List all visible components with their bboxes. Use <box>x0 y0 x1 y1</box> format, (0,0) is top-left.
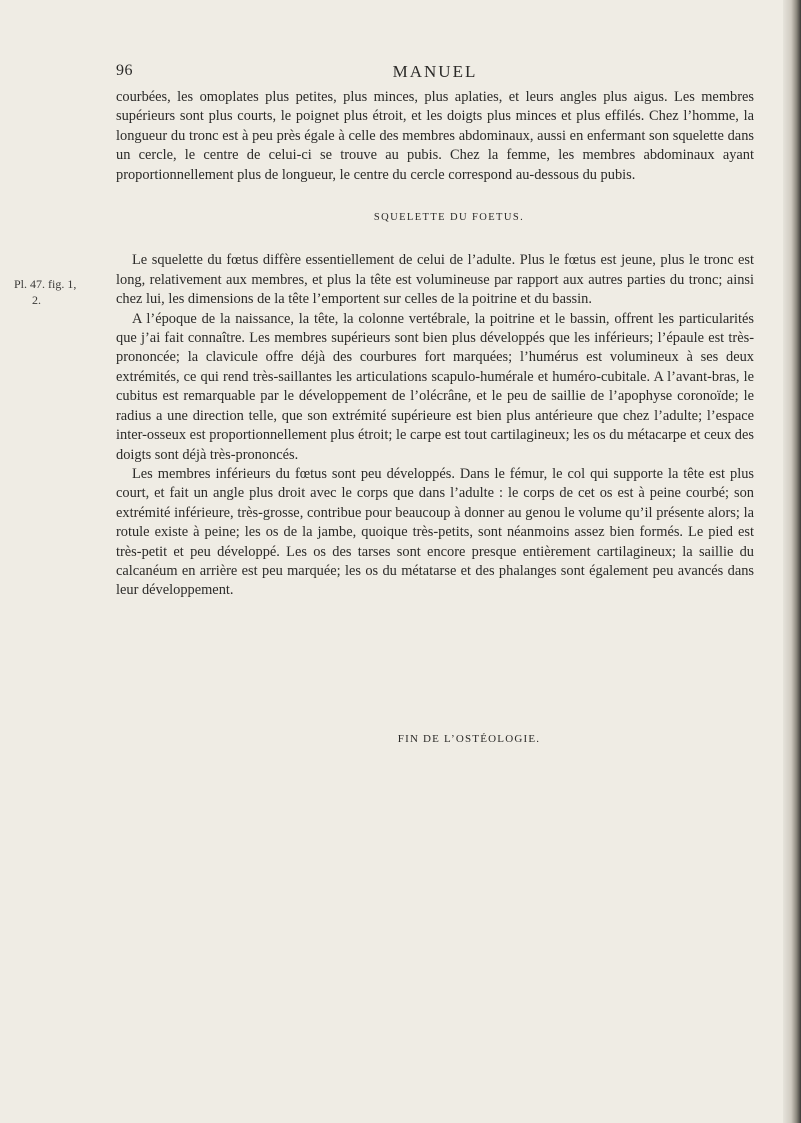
plate-reference-line: 2. <box>32 293 41 307</box>
plate-reference-line: Pl. 47. fig. 1, <box>14 277 77 291</box>
plate-reference-note <box>14 276 114 308</box>
page-number: 96 <box>116 62 133 79</box>
running-title: MANUEL <box>392 62 478 81</box>
body-text <box>116 88 754 601</box>
paragraph-birth: A l’époque de la naissance, la tête, la colonne vertébrale, la poitrine et le bassin, offrent les particularités que j’ai fait connaître. Les membres supérieurs sont bien plus développés que les inférieurs; l’épaule est très-prononcée; la clavicule offre déjà des courbures fort marquées; l’humérus est volumineux à ses deux extrémités, ce qui rend très-saillantes les articulations scapulo-humérale et huméro-cubitale. A l’avant-bras, le cubitus est remarquable par le développement de l’olécrâne, et le peu de saillie de l’apophyse coronoïde; le radius a une direction telle, que son extrémité supérieure est bien plus antérieure que chez l’adulte; l’espace inter-osseux est proportionnellement plus étroit; le carpe est tout cartilagineux; les os du métacarpe et ceux des doigts sont déjà très-prononcés. <box>116 310 754 463</box>
paragraph-lower-limbs: Les membres inférieurs du fœtus sont peu développés. Dans le fémur, le col qui supporte la tête est plus court, et fait un angle plus droit avec le corps que dans l’adulte : le corps de cet os est à peine courbé; son extrémité inférieure, très-grosse, contribue pour beaucoup à donner au genou le volume qu’il présente alors; la rotule existe à peine; les os de la jambe, quoique très-petits, sont néanmoins assez bien formés. Le pied est très-petit et peu développé. Les os des tarses sont encore presque entièrement cartilagineux; la saillie du calcanéum en arrière est peu marquée; les os du métatarse et des phalanges sont également peu avancés dans leur développement. <box>116 465 754 599</box>
section-heading: SQUELETTE DU FOETUS. <box>373 212 525 224</box>
end-of-section-note: FIN DE L’OSTÉOLOGIE. <box>397 733 541 745</box>
paragraph-continuation: courbées, les omoplates plus petites, plus minces, plus aplaties, et leurs angles plus aigus. Les membres supérieurs sont plus courts, le poignet plus étroit, et les doigts plus minces et plus effilés. Chez l’homme, la longueur du tronc est à peu près égale à celle des membres abdominaux, aussi en enfermant son squelette dans un cercle, le centre de celui-ci se trouve au pubis. Chez la femme, les membres abdominaux ayant proportionnellement plus de longueur, le centre du cercle correspond au-dessous du pubis. <box>116 89 754 183</box>
running-head <box>116 62 754 86</box>
paragraph-fetus-intro: Le squelette du fœtus diffère essentiellement de celui de l’adulte. Plus le fœtus est jeune, plus le tronc est long, relativement aux membres, et plus la tête est volumineuse par rapport aux autres parties du tronc; ainsi chez lui, les dimensions de la tête l’emportent sur celles de la poitrine et du bassin. <box>116 252 754 308</box>
page-edge-shadow <box>783 0 801 1123</box>
